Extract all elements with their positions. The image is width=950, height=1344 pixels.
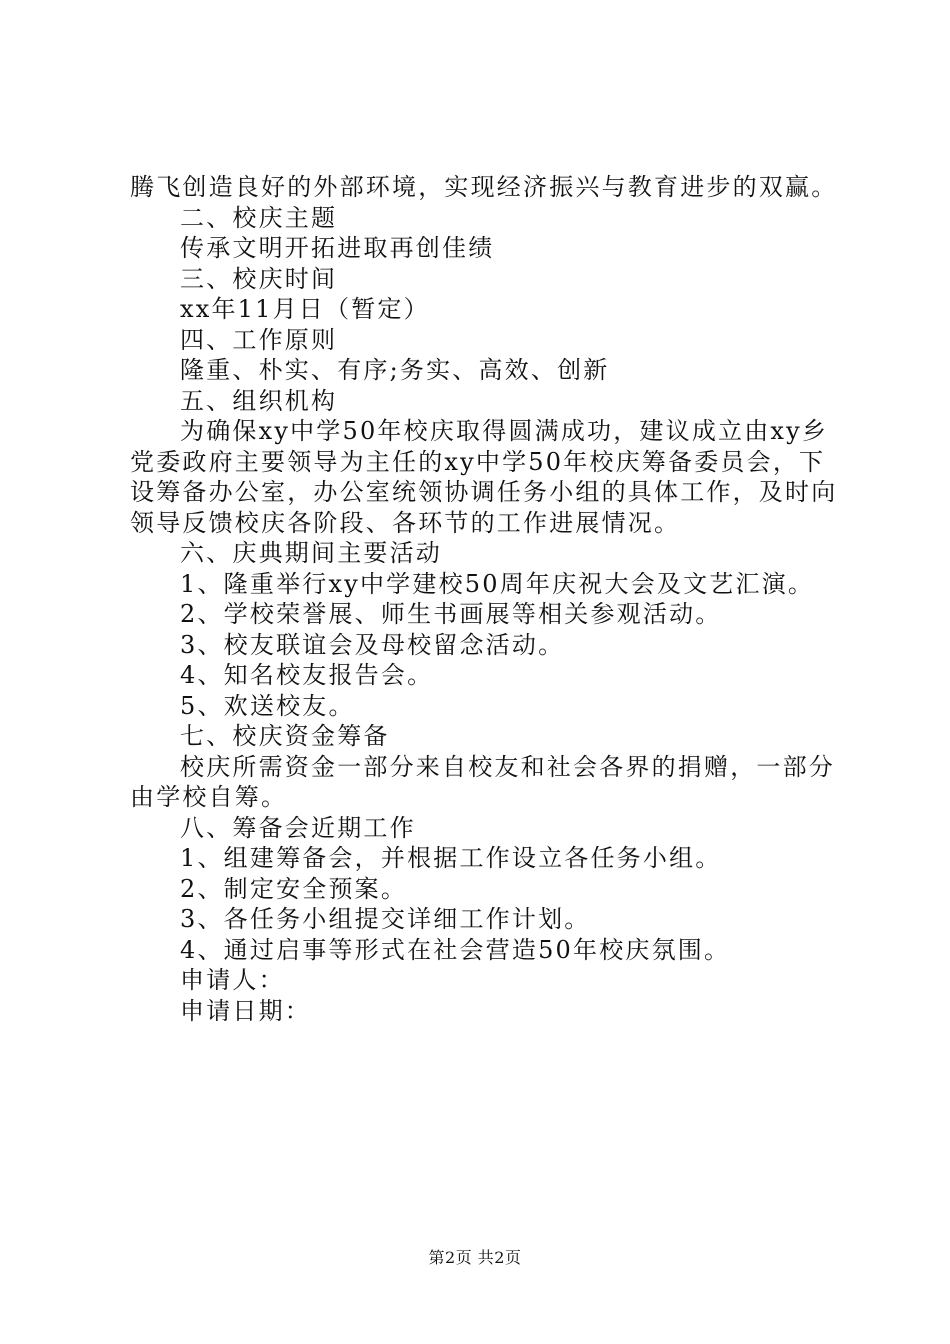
text-line-funding-2: 由学校自筹。 (130, 783, 288, 811)
heading-recent-work: 八、筹备会近期工作 (180, 813, 416, 842)
application-date-label: 申请日期： (180, 996, 311, 1025)
heading-funding: 七、校庆资金筹备 (180, 722, 390, 750)
text-line-funding-1: 校庆所需资金一部分来自校友和社会各界的捐赠，一部分 (180, 752, 835, 781)
heading-organization: 五、组织机构 (180, 386, 338, 415)
list-item-activity-3: 3、校友联谊会及母校留念活动。 (180, 630, 565, 659)
page-footer: 第2页 共2页 (428, 1248, 522, 1267)
heading-main-activities: 六、庆典期间主要活动 (180, 539, 442, 567)
heading-school-anniversary-time: 三、校庆时间 (180, 264, 338, 293)
text-line-organization-4: 领导反馈校庆各阶段、各环节的工作进展情况。 (130, 508, 681, 537)
list-item-work-1: 1、组建筹备会，并根据工作设立各任务小组。 (180, 844, 722, 872)
text-line-1: 腾飞创造良好的外部环境，实现经济振兴与教育进步的双赢。 (130, 173, 838, 201)
document-body (130, 172, 838, 1026)
text-line-organization-1: 为确保xy中学50年校庆取得圆满成功，建议成立由xy乡 (180, 417, 829, 445)
applicant-label: 申请人： (180, 966, 285, 994)
list-item-activity-2: 2、学校荣誉展、师生书画展等相关参观活动。 (180, 600, 722, 628)
text-line-organization-2: 党委政府主要领导为主任的xy中学50年校庆筹备委员会，下 (130, 447, 826, 476)
text-line-organization-3: 设筹备办公室，办公室统领协调任务小组的具体工作，及时向 (130, 478, 838, 506)
text-line-time: xx年11月日（暂定） (180, 295, 430, 323)
text-line-principles: 隆重、朴实、有序;务实、高效、创新 (180, 356, 610, 384)
list-item-work-3: 3、各任务小组提交详细工作计划。 (180, 905, 591, 933)
heading-school-anniversary-theme: 二、校庆主题 (180, 203, 338, 232)
list-item-work-4: 4、通过启事等形式在社会营造50年校庆氛围。 (180, 935, 731, 964)
heading-work-principles: 四、工作原则 (180, 325, 338, 354)
list-item-activity-1: 1、隆重举行xy中学建校50周年庆祝大会及文艺汇演。 (180, 569, 815, 598)
text-line-theme: 传承文明开拓进取再创佳绩 (180, 234, 495, 262)
list-item-activity-5: 5、欢送校友。 (180, 691, 355, 720)
list-item-work-2: 2、制定安全预案。 (180, 874, 408, 903)
list-item-activity-4: 4、知名校友报告会。 (180, 661, 434, 689)
